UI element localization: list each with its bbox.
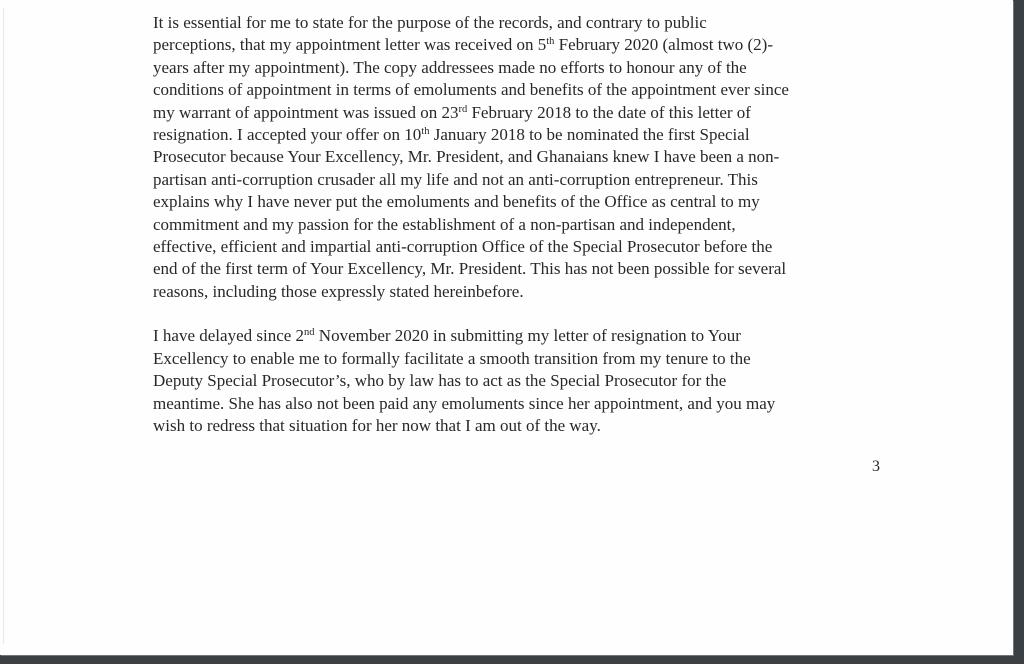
text-line: Deputy Special Prosecutor’s, who by law has to act as the Special Prosecutor for the	[153, 371, 727, 391]
text-line: end of the first term of Your Excellency, Mr. President. This has not been possible for several	[153, 259, 787, 279]
text-line: Excellency to enable me to formally facilitate a smooth transition from my tenure to the	[153, 348, 751, 368]
text-line: years after my appointment). The copy addressees made no efforts to honour any of the	[153, 57, 747, 77]
text-line: resignation. I accepted your offer on 10th January 2018 to be nominated the first Special	[153, 125, 750, 145]
page-edge-line	[3, 8, 4, 644]
text-line: It is essential for me to state for the purpose of the records, and contrary to public	[153, 13, 707, 32]
text-line: wish to redress that situation for her now that I am out of the way.	[153, 415, 601, 435]
text-line: my warrant of appointment was issued on 23rd February 2018 to the date of this letter of	[153, 102, 751, 122]
text-line: explains why I have never put the emoluments and benefits of the Office as central to my	[153, 192, 760, 212]
text-line: Prosecutor because Your Excellency, Mr. President, and Ghanaians knew I have been a non-	[153, 147, 780, 167]
text-line: meantime. She has also not been paid any emoluments since her appointment, and you may	[153, 393, 776, 413]
text-line: partisan anti-corruption crusader all my life and not an anti-corruption entrepreneur. This	[153, 169, 758, 189]
paragraph-2	[153, 325, 898, 437]
text-line: effective, efficient and impartial anti-corruption Office of the Special Prosecutor before the	[153, 237, 773, 257]
text-line: perceptions, that my appointment letter was received on 5th February 2020 (almost two (2)-	[153, 35, 773, 55]
text-line: commitment and my passion for the establishment of a non-partisan and independent,	[153, 214, 736, 234]
text-line: conditions of appointment in terms of emoluments and benefits of the appointment ever since	[153, 80, 789, 100]
paragraph-1	[153, 12, 898, 303]
text-line: I have delayed since 2nd November 2020 in submitting my letter of resignation to Your	[153, 326, 741, 346]
text-line: reasons, including those expressly stated hereinbefore.	[153, 281, 524, 301]
page-number: 3	[872, 458, 880, 475]
letter-body	[153, 12, 898, 437]
